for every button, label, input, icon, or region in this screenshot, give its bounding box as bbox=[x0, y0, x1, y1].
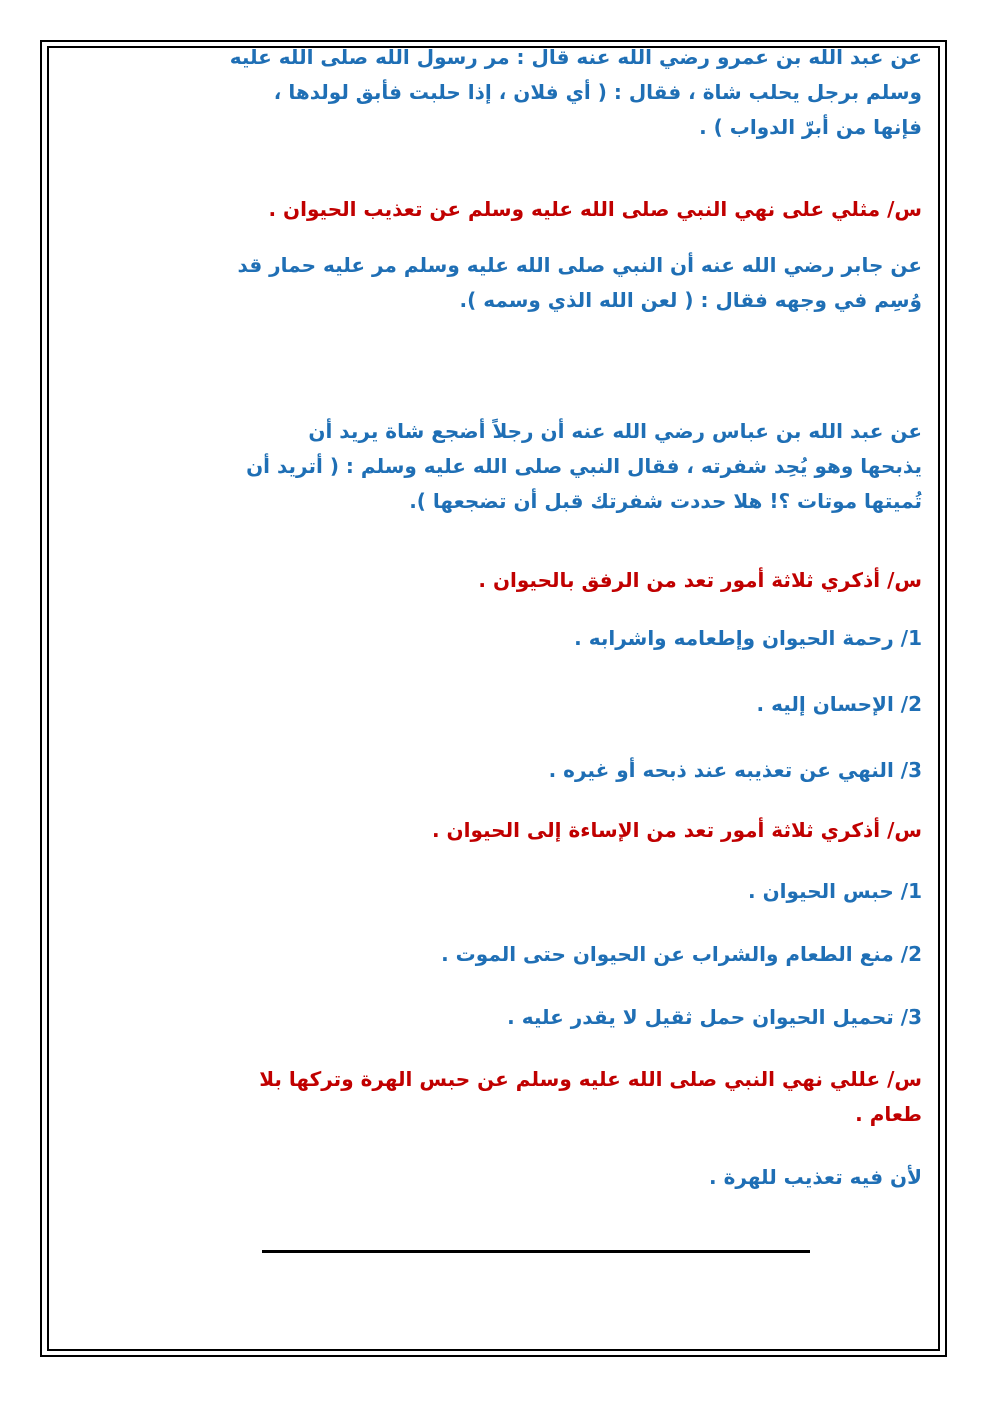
question-1 bbox=[162, 192, 922, 227]
answer-item: 2/ منع الطعام والشراب عن الحيوان حتى الموت . bbox=[441, 942, 922, 966]
hadith-milking bbox=[162, 46, 922, 145]
question-text: س/ مثلي على نهي النبي صلى الله عليه وسلم عن تعذيب الحيوان . bbox=[268, 197, 922, 221]
hadith-slaughter bbox=[162, 414, 922, 519]
answer-item: 3/ تحميل الحيوان حمل ثقيل لا يقدر عليه . bbox=[507, 1005, 922, 1029]
document-body bbox=[60, 46, 922, 1346]
hadith-line: وُسِم في وجهه فقال : ( لعن الله الذي وسمه ). bbox=[459, 288, 922, 312]
hadith-line: تُميتها موتات ؟! هلا حددت شفرتك قبل أن تضجعها ). bbox=[409, 489, 922, 513]
answer-item: 3/ النهي عن تعذيبه عند ذبحه أو غيره . bbox=[548, 758, 922, 782]
hadith-line: يذبحها وهو يُحِد شفرته ، فقال النبي صلى الله عليه وسلم : ( أتريد أن bbox=[246, 454, 922, 478]
answer-item: 1/ رحمة الحيوان وإطعامه واشرابه . bbox=[574, 626, 922, 650]
answer-item: 1/ حبس الحيوان . bbox=[748, 879, 922, 903]
hadith-branding bbox=[162, 248, 922, 318]
question-3 bbox=[162, 813, 922, 848]
hadith-line: وسلم برجل يحلب شاة ، فقال : ( أي فلان ، إذا حلبت فأبق لولدها ، bbox=[273, 80, 922, 104]
answer-item: لأن فيه تعذيب للهرة . bbox=[709, 1165, 922, 1189]
question-text: س/ أذكري ثلاثة أمور تعد من الإساءة إلى الحيوان . bbox=[431, 818, 922, 842]
hadith-line: عن جابر رضي الله عنه أن النبي صلى الله عليه وسلم مر عليه حمار قد bbox=[237, 253, 922, 277]
question-2 bbox=[162, 563, 922, 598]
hadith-line: عن عبد الله بن عباس رضي الله عنه أن رجلاً أضجع شاة يريد أن bbox=[308, 419, 922, 443]
answer-item: 2/ الإحسان إليه . bbox=[756, 692, 922, 716]
hadith-line: عن عبد الله بن عمرو رضي الله عنه قال : مر رسول الله صلى الله عليه bbox=[229, 46, 922, 69]
hadith-line: فإنها من أبرّ الدواب ) . bbox=[699, 115, 922, 139]
question-4 bbox=[162, 1062, 922, 1132]
question-text: س/ أذكري ثلاثة أمور تعد من الرفق بالحيوان . bbox=[478, 568, 922, 592]
closing-divider bbox=[262, 1250, 810, 1253]
question-text: س/ عللي نهي النبي صلى الله عليه وسلم عن حبس الهرة وتركها بلا bbox=[259, 1067, 922, 1091]
question-text: طعام . bbox=[855, 1102, 922, 1126]
